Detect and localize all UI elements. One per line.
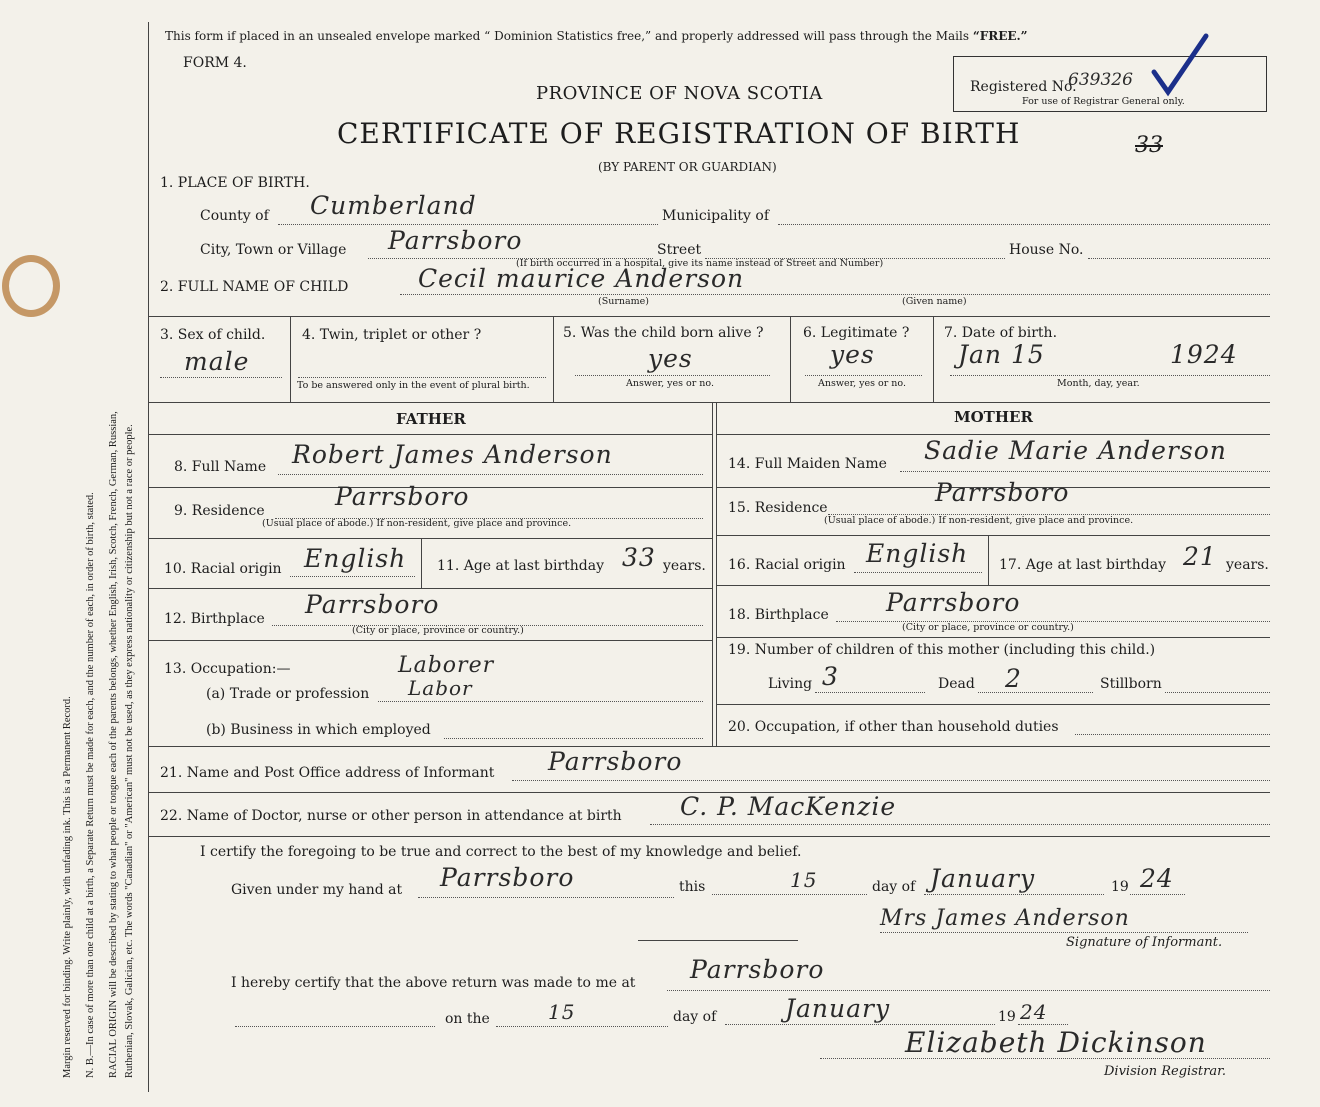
mother-name-label: 14. Full Maiden Name — [728, 456, 887, 472]
mother-age-value: 21 — [1183, 542, 1217, 571]
father-occupation-label: 13. Occupation:— — [164, 661, 291, 677]
house-label: House No. — [1009, 242, 1084, 258]
margin-note-4: Ruthenian, Slovak, Galician, etc. The words "Canadian" or "American" must not be used, as they express nationality or citizenship but not a race or people. — [124, 424, 135, 1078]
this-label: this — [679, 879, 706, 895]
corner-mark: 33 — [1135, 133, 1163, 158]
informant-value: Parrsboro — [548, 747, 683, 776]
father-years: years. — [663, 558, 706, 574]
certify-statement: I certify the foregoing to be true and correct to the best of my knowledge and belief. — [200, 844, 802, 860]
living-label: Living — [768, 676, 813, 692]
subtitle: (BY PARENT OR GUARDIAN) — [598, 160, 777, 174]
mother-residence-label: 15. Residence — [728, 500, 828, 516]
mother-residence-value: Parrsboro — [935, 478, 1070, 507]
dob-note: Month, day, year. — [1057, 378, 1140, 389]
trade-value: Labor — [408, 676, 473, 700]
ink-stain-ring — [2, 255, 60, 317]
postal-notice: This form if placed in an unsealed envelope marked “ Dominion Statistics free,” and properly addressed will pass through the Mails “FREE.” — [165, 29, 1028, 43]
registered-label: Registered No. — [970, 79, 1077, 95]
on-day-of-label: day of — [673, 1009, 717, 1025]
mother-residence-note: (Usual place of abode.) If non-resident, give place and province. — [824, 515, 1134, 526]
given-year-prefix: 19 — [1111, 879, 1129, 895]
informant-signature-label: Signature of Informant. — [1066, 935, 1223, 950]
municipality-label: Municipality of — [662, 208, 770, 224]
trade-label: (a) Trade or profession — [206, 686, 370, 702]
given-label: Given under my hand at — [231, 882, 403, 898]
given-month: January — [930, 864, 1036, 893]
mother-race-value: English — [866, 539, 969, 568]
check-mark-icon — [1150, 32, 1210, 101]
province-heading: PROVINCE OF NOVA SCOTIA — [536, 83, 823, 104]
hospital-note: (If birth occurred in a hospital, give its name instead of Street and Number) — [516, 258, 884, 269]
child-name-value: Cecil maurice Anderson — [418, 264, 745, 293]
doctor-label: 22. Name of Doctor, nurse or other person in attendance at birth — [160, 808, 622, 824]
on-year: 24 — [1020, 1000, 1048, 1024]
margin-note-1: Margin reserved for binding. Write plainly, with unfading ink. This is a Permanent Record. — [62, 696, 73, 1078]
on-day: 15 — [548, 1000, 576, 1024]
surname-note: (Surname) — [598, 296, 649, 307]
father-race-label: 10. Racial origin — [164, 561, 282, 577]
county-label: County of — [200, 208, 269, 224]
certify-divider — [638, 940, 798, 941]
dob-label: 7. Date of birth. — [944, 325, 1058, 341]
doctor-value: C. P. MacKenzie — [680, 792, 897, 821]
living-value: 3 — [822, 662, 839, 691]
mother-race-label: 16. Racial origin — [728, 557, 846, 573]
registered-number: 639326 — [1068, 70, 1133, 90]
mother-heading: MOTHER — [954, 408, 1033, 426]
legitimate-value: yes — [830, 340, 875, 369]
alive-label: 5. Was the child born alive ? — [563, 325, 764, 341]
father-residence-value: Parrsboro — [335, 482, 470, 511]
place-heading: 1. PLACE OF BIRTH. — [160, 175, 310, 191]
father-occupation-value: Laborer — [398, 653, 495, 678]
registrar-note: For use of Registrar General only. — [1022, 96, 1185, 107]
on-month: January — [785, 994, 891, 1023]
mother-birthplace-label: 18. Birthplace — [728, 607, 829, 623]
father-heading: FATHER — [396, 410, 466, 428]
mother-occupation-label: 20. Occupation, if other than household duties — [728, 719, 1059, 735]
dead-label: Dead — [938, 676, 975, 692]
child-name-label: 2. FULL NAME OF CHILD — [160, 279, 349, 295]
alive-value: yes — [648, 344, 693, 373]
given-day: 15 — [790, 868, 818, 892]
county-value: Cumberland — [310, 191, 477, 220]
street-label: Street — [657, 242, 702, 258]
margin-note-3: RACIAL ORIGIN will be described by stating to what people or tongue each of the parents belongs, whether English, Irish, Scotch, French, German, Russian, — [108, 411, 119, 1078]
return-made-place: Parrsboro — [690, 955, 825, 984]
on-year-prefix: 19 — [998, 1009, 1016, 1025]
father-residence-note: (Usual place of abode.) If non-resident, give place and province. — [262, 518, 572, 529]
business-label: (b) Business in which employed — [206, 722, 431, 738]
mother-age-label: 17. Age at last birthday — [999, 557, 1167, 573]
dob-year: 1924 — [1170, 340, 1238, 369]
dob-value: Jan 15 — [958, 340, 1045, 369]
legitimate-note: Answer, yes or no. — [818, 378, 907, 389]
mother-name-value: Sadie Marie Anderson — [924, 436, 1227, 465]
margin-note-2: N. B.—In case of more than one child at a birth, a Separate Return must be made for each, and the number of each, in order of birth, stated. — [85, 492, 96, 1078]
father-race-value: English — [304, 544, 407, 573]
day-of-label: day of — [872, 879, 916, 895]
given-year: 24 — [1140, 864, 1174, 893]
mother-years: years. — [1226, 557, 1269, 573]
sex-value: male — [184, 347, 250, 376]
dead-value: 2 — [1005, 664, 1022, 693]
twin-note: To be answered only in the event of plural birth. — [297, 380, 530, 391]
form-number: FORM 4. — [183, 55, 247, 71]
city-label: City, Town or Village — [200, 242, 347, 258]
mother-birthplace-note: (City or place, province or country.) — [902, 622, 1074, 633]
informant-signature: Mrs James Anderson — [880, 906, 1130, 931]
given-place: Parrsboro — [440, 863, 575, 892]
father-birthplace-value: Parrsboro — [305, 590, 440, 619]
informant-label: 21. Name and Post Office address of Informant — [160, 765, 495, 781]
father-residence-label: 9. Residence — [174, 503, 265, 519]
legitimate-label: 6. Legitimate ? — [803, 325, 910, 341]
father-birthplace-label: 12. Birthplace — [164, 611, 265, 627]
form-left-border — [148, 22, 149, 1092]
father-age-value: 33 — [622, 543, 656, 572]
on-the-label: on the — [445, 1011, 490, 1027]
father-birthplace-note: (City or place, province or country.) — [352, 625, 524, 636]
registrar-signature-label: Division Registrar. — [1104, 1064, 1226, 1079]
children-count-label: 19. Number of children of this mother (including this child.) — [728, 642, 1156, 658]
return-made-label: I hereby certify that the above return was made to me at — [231, 975, 636, 991]
stillborn-label: Stillborn — [1100, 676, 1162, 692]
mother-birthplace-value: Parrsboro — [886, 588, 1021, 617]
parents-divider — [712, 402, 713, 746]
page-title: CERTIFICATE OF REGISTRATION OF BIRTH — [337, 117, 1021, 150]
sex-label: 3. Sex of child. — [160, 327, 266, 343]
alive-note: Answer, yes or no. — [626, 378, 715, 389]
registrar-signature: Elizabeth Dickinson — [905, 1026, 1207, 1059]
city-value: Parrsboro — [388, 226, 523, 255]
father-age-label: 11. Age at last birthday — [437, 558, 605, 574]
twin-label: 4. Twin, triplet or other ? — [302, 327, 482, 343]
father-name-label: 8. Full Name — [174, 459, 267, 475]
father-name-value: Robert James Anderson — [292, 440, 613, 469]
given-note: (Given name) — [902, 296, 967, 307]
